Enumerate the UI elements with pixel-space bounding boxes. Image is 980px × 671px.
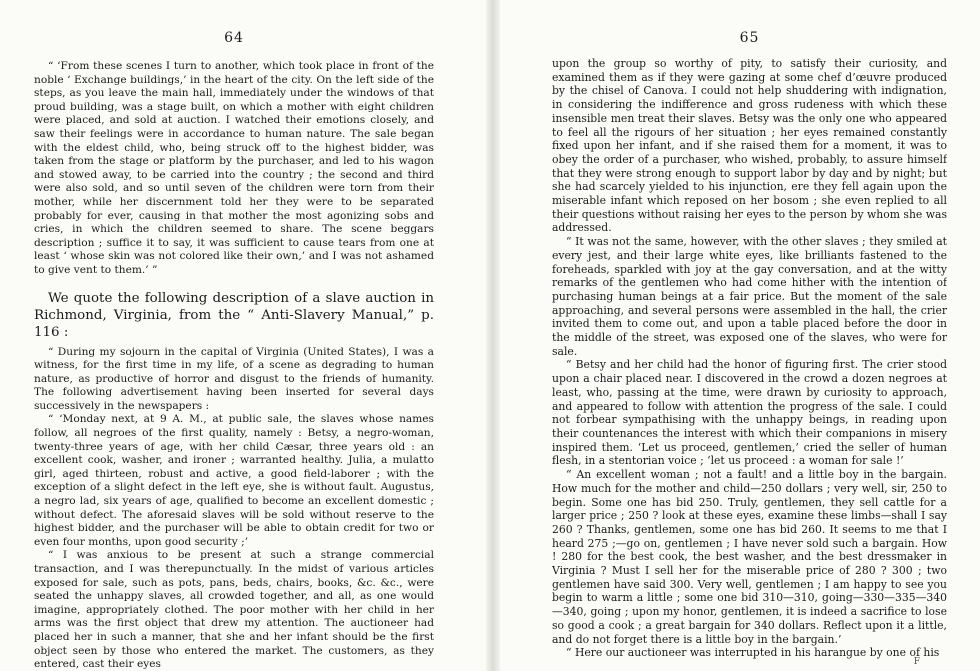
paragraph: “ During my sojourn in the capital of Virginia (United States), I was a witness, for the first time in my life, of a scene as degrading to human nature, as productive of horror and disgust to the friends of humanity. The following advertisement having been inserted for several days successively in the newspapers : — [34, 345, 434, 412]
left-page-body — [34, 60, 434, 671]
signature-mark: F — [913, 657, 920, 667]
page-number-left: 64 — [224, 30, 244, 46]
paragraph: “ ‘From these scenes I turn to another, which took place in front of the noble ‘ Exchange buildings,’ in the heart of the city. On the left side of the steps, as you leave the main hall, immediately under the windows of that proud building, was a stage built, on which a mother with eight children were placed, and sold at auction. I watched their emotions closely, and saw their feelings were in accordance to human nature. The sale began with the eldest child, who, being struck off to the highest bidder, was taken from the stage or platform by the purchaser, and led to his wagon and stowed away, to be carried into the country ; the second and third were also sold, and so until seven of the children were torn from their mother, while her discernment told her they were to be separated probably for ever, causing in that mother the most agonizing sobs and cries, in which the children seemed to share. The scene beggars description ; suffice it to say, it was sufficient to cause tears from one at least ‘ whose skin was not colored like their own,’ and I was not ashamed to give vent to them.’ ” — [34, 60, 434, 276]
paragraph: “ An excellent woman ; not a fault! and a little boy in the bargain. How much for the mother and child—250 dollars ; very well, sir, 250 to begin. Some one has bid 250. Truly, gentlemen, they sell cattle for a larger price ; 250 ? look at these eyes, examine these limbs—shall I say 260 ? Thanks, gentlemen, some one has bid 260. It seems to me that I heard 275 ;—go on, gentlemen ; I have never sold such a bargain. How ! 280 for the best cook, the best washer, and the best dressmaker in Virginia ? Must I sell her for the miserable price of 280 ? 300 ; two gentlemen have said 300. Very well, gentlemen ; I am happy to see you begin to warm a little ; some one bid 310—310, going—330—335—340—340, going ; upon my honor, gentlemen, it is indeed a sacrifice to lose so good a cook ; a great bargain for 340 dollars. Reflect upon it a little, and do not forget there is a little boy in the bargain.’ — [552, 468, 947, 646]
right-page — [552, 0, 947, 671]
paragraph: “ Here our auctioneer was interrupted in his harangue by one of his — [566, 646, 940, 660]
page-number-right: 65 — [739, 30, 760, 46]
paragraph: “ It was not the same, however, with the other slaves ; they smiled at every jest, and their large white eyes, like brilliants fastened to the foreheads, sparkled with joy at the gay conversation, and at the witty remarks of the gentlemen who had come hither with the intention of purchasing human beings at a fair price. But the moment of the sale approaching, and several persons were assembled in the hall, the crier invited them to come out, and upon a table placed before the door in the middle of the street, was exposed one of the slaves, who were for sale. — [552, 235, 947, 358]
paragraph: “ ‘Monday next, at 9 A. M., at public sale, the slaves whose names follow, all negroes of the first quality, namely : Betsy, a negro-woman, twenty-three years of age, with her child Cæsar, three years old : an excellent cook, washer, and ironer ; warranted healthy. Julia, a mulatto girl, aged thirteen, robust and active, a good field-laborer ; with the exception of a slight defect in the left eye, she is without fault. Augustus, a negro lad, six years of age, qualified to become an excellent domestic ; without defect. The aforesaid slaves will be sold without reserve to the highest bidder, and the purchaser will be able to obtain credit for two or even four months, upon good security ;’ — [34, 413, 434, 548]
section-heading: We quote the following description of a slave auction in Richmond, Virginia, from the “ Anti-Slavery Manual,” p. 116 : — [34, 290, 434, 340]
paragraph: “ Betsy and her child had the honor of figuring first. The crier stood upon a chair placed near. I discovered in the crowd a dozen negroes at least, who, passing at the time, were drawn by curiosity to approach, and appeared to follow with attention the progress of the sale. I could not forbear sympathising with the unhappy beings, in reading upon their countenances the interest with which their companions in misery inspired them. ‘Let us proceed, gentlemen,’ cried the seller of human flesh, in a stentorian voice ; ‘let us proceed : a woman for sale !’ — [552, 358, 947, 468]
paragraph: “ I was anxious to be present at such a strange commercial transaction, and I was therepunctually. In the midst of various articles exposed for sale, such as pots, pans, beds, chairs, books, &c. &c., were seated the unhappy slaves, all crowded together, and all, as one would imagine, appropriately clothed. The poor mother with her child in her arms was the first object that drew my attention. The auctioneer had placed her in such a manner, that she and her infant should be the first object seen by those who entered the market. The customers, as they entered, cast their eyes — [34, 549, 434, 671]
left-page — [34, 0, 434, 671]
paragraph: upon the group so worthy of pity, to satisfy their curiosity, and examined them as if they were gazing at some chef d’œuvre produced by the chisel of Canova. I could not help shuddering with indignation, in considering the indifference and gross rudeness with which these insensible men treat their slaves. Betsy was the only one who appeared to feel all the rigours of her situation ; her eyes remained constantly fixed upon her infant, and if she raised them for a moment, it was to obey the order of a purchaser, who wished, probably, to assure himself that they were strong enough to support labor by day and by night; but she had scarcely yielded to his injunction, ere they fell again upon the miserable infant which reposed on her bosom ; she even replied to all their questions without raising her eyes to the person by whom she was addressed. — [552, 57, 947, 235]
right-page-body — [552, 57, 947, 660]
book-gutter — [486, 0, 500, 671]
